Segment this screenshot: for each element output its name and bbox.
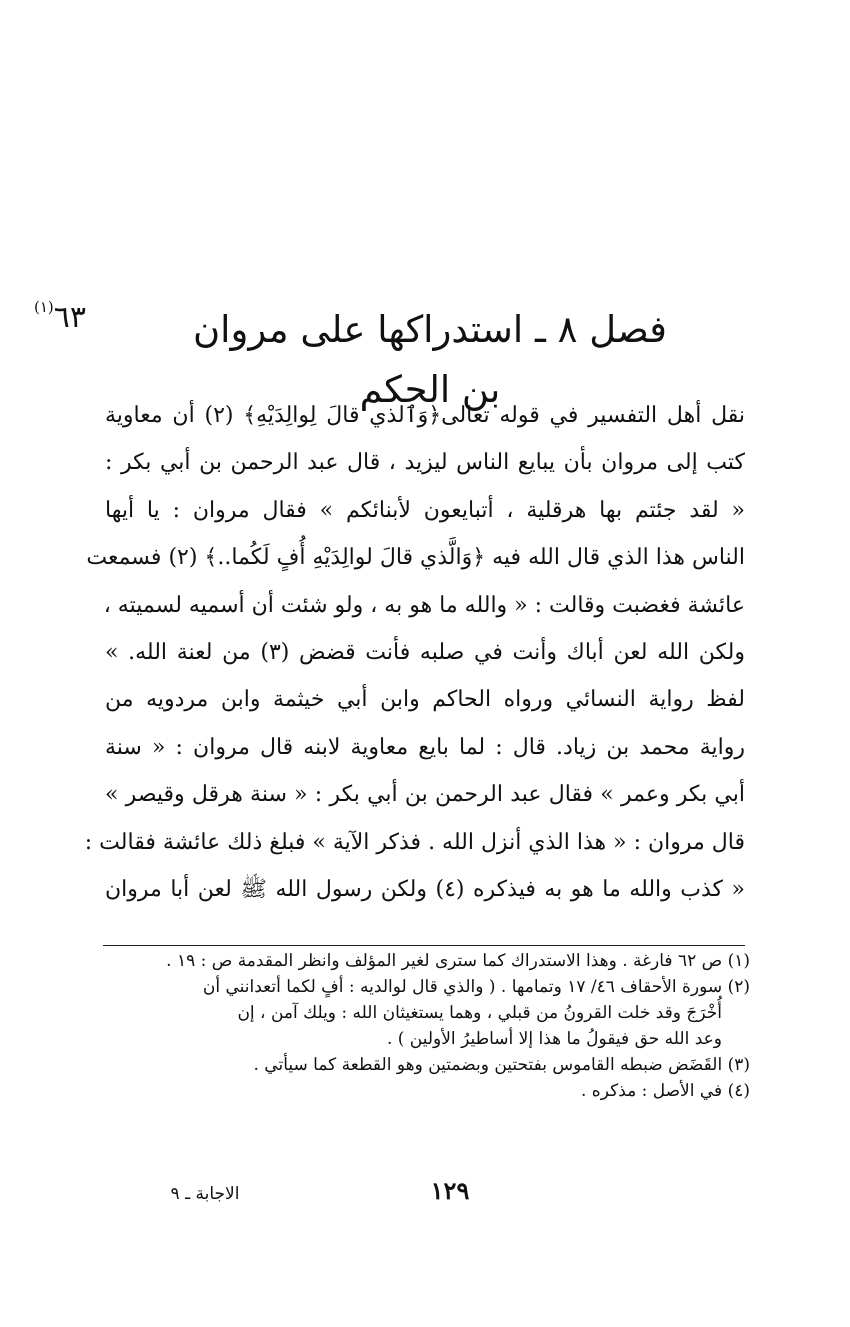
body-text [84,392,746,913]
footnote-continuation: أُخْرَجَ وقد خلت القرونُ من قبلي ، وهما يستغيثان الله : ويلك آمن ، إن [237,1003,722,1023]
footnote-divider [103,945,745,946]
body-line: كتب إلى مروان بأن يبايع الناس ليزيد ، قال عبد الرحمن بن أبي بكر : [105,450,745,476]
chapter-title: فصل ٨ ـ استدراكها على مروان بن الحكم [193,308,667,411]
body-line: نقل أهل التفسير في قوله تعالى﴿وَٱلذي قالَ لِوالِدَيْهِ﴾ (٢) أن معاوية [105,403,746,428]
page-number: ١٢٩ [430,1176,470,1205]
body-line: ولكن الله لعن أباك وأنت في صلبه فأنت قضض (٣) من لعنة الله. » [105,639,745,665]
body-line: رواية محمد بن زياد. قال : لما بايع معاوية لابنه قال مروان : « سنة [105,734,745,760]
page-reference [34,300,86,335]
footnote: (٤) في الأصل : مذكره . [581,1081,750,1101]
body-line: الناس هذا الذي قال الله فيه ﴿وَالَّذي قالَ لوالِدَيْهِ أُفٍ لَكُما..﴾ (٢) فسمعت [86,545,745,571]
footnote: (٣) القَضَض ضبطه القاموس بفتحتين وبضمتين وهو القطعة كما سيأتي . [253,1055,750,1075]
body-line: لفظ رواية النسائي ورواه الحاكم وابن أبي خيثمة وابن مردويه من [105,687,745,713]
body-line: قال مروان : « هذا الذي أنزل الله . فذكر الآية » فبلغ ذلك عائشة فقالت : [84,829,745,855]
body-line: « لقد جئتم بها هرقلية ، أتبايعون لأبنائكم » فقال مروان : يا أيها [105,497,745,523]
footnotes [120,948,750,1104]
footnote-continuation: وعد الله حق فيقولُ ما هذا إلا أساطيرُ الأولين ) . [386,1029,722,1049]
body-line: أبي بكر وعمر » فقال عبد الرحمن بن أبي بكر : « سنة هرقل وقيصر » [105,782,745,808]
page-reference-note: (١) [34,298,54,316]
body-line: عائشة فغضبت وقالت : « والله ما هو به ، ولو شئت أن أسميه لسميته ، [103,592,745,618]
page-reference-number: ٦٣ [53,300,87,335]
footnote: (١) ص ٦٢ فارغة . وهذا الاستدراك كما سترى لغير المؤلف وانظر المقدمة ص : ١٩ . [166,951,750,971]
body-line: « كذب والله ما هو به فيذكره (٤) ولكن رسول الله ﷺ لعن أبا مروان [105,876,746,902]
footnote: (٢) سورة الأحقاف ٤٦/ ١٧ وتمامها . ( والذي قال لوالديه : أفٍ لكما أتعدانني أن [202,977,750,997]
signature-mark: الاجابة ـ ٩ [170,1184,240,1204]
